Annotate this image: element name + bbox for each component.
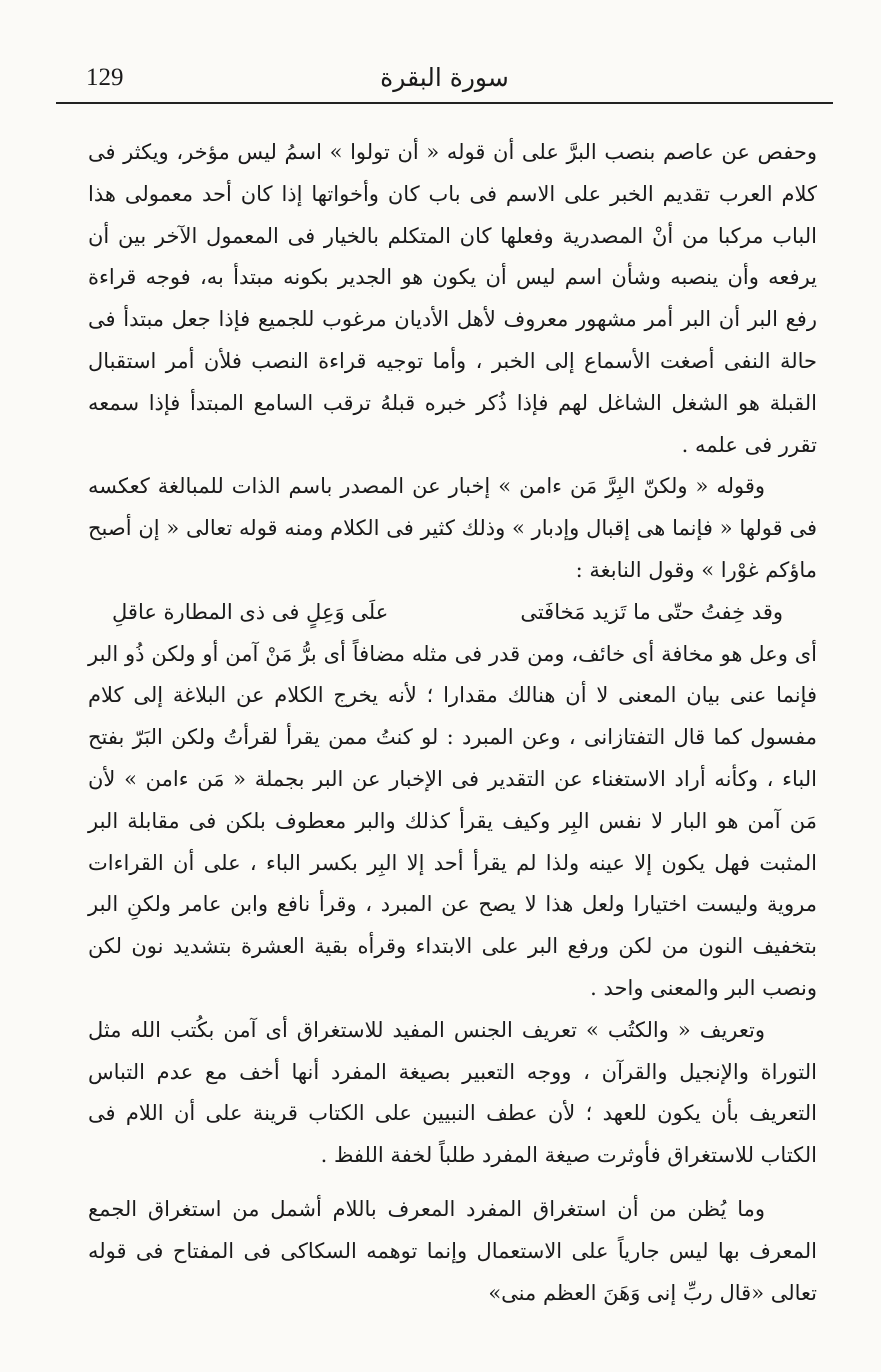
page-title: سورة البقرة xyxy=(380,63,509,92)
paragraph-4: وتعريف « والكتُب » تعريف الجنس المفيد للاستغراق أى آمن بكُتب الله مثل التوراة والإنجيل والقرآن ، ووجه التعبير بصيغة المفرد أنها أخف مع عدم التباس التعريف بأن يكون للعهد ؛ لأن عطف النبيين على الكتاب قرينة على أن اللام فى الكتاب للاستغراق فأوثرت صيغة المفرد طلباً لخفة اللفظ . xyxy=(88,1017,817,1168)
page-header xyxy=(60,58,829,102)
poetry-verse xyxy=(88,592,817,634)
page-body xyxy=(88,132,817,1314)
header-rule xyxy=(56,102,833,104)
paragraph-2: وقوله « ولكنّ البِرَّ مَن ءامن » إخبار عن المصدر باسم الذات للمبالغة كعكسه فى قولها « فإنما هى إقبال وإدبار » وذلك كثير فى الكلام ومنه قوله تعالى « إن أصبح ماؤكم غوْرا » وقول النابغة : xyxy=(88,474,817,582)
paragraph-3: أى وعل هو مخافة أى خائف، ومن قدر فى مثله مضافاً أى برُّ مَنْ آمن أو ولكن ذُو البر فإنما عنى بيان المعنى لا أن هنالك مقدارا ؛ لأنه يخرج الكلام عن البلاغة إلى كلام مفسول كما قال التفتازانى ، وعن المبرد : لو كنتُ ممن يقرأ لقرأتُ ولكن البَرّ بفتح الباء ، وكأنه أراد الاستغناء عن التقدير فى الإخبار عن البر بجملة « مَن ءامن » لأن مَن آمن هو البار لا نفس البِر وكيف يقرأ كذلك والبر معطوف بلكن فى مقابلة البر المثبت فهل يكون إلا عينه ولذا لم يقرأ أحد إلا البِر بكسر الباء ، على أن القراءات مروية وليست اختيارا ولعل هذا لا يصح عن المبرد ، وقرأ نافع وابن عامر ولكنِ البر بتخفيف النون من لكن ورفع البر على الابتداء وقرأه بقية العشرة بتشديد نون لكن ونصب البر والمعنى واحد . xyxy=(88,641,817,1000)
page-number: 129 xyxy=(86,64,124,91)
paragraph-gap xyxy=(88,1177,817,1189)
verse-first-hemistich: وقد خِفتُ حتّى ما تَزيد مَخافَتى xyxy=(520,599,783,624)
paragraph-1: وحفص عن عاصم بنصب البرَّ على أن قوله « أن تولوا » اسمُ ليس مؤخر، ويكثر فى كلام العرب تقديم الخبر على الاسم فى باب كان وأخواتها إذا كان أحد معمولى هذا الباب مركبا من أنْ المصدرية وفعلها كان المتكلم بالخيار فى المعمول الآخر بين أن يرفعه وأن ينصبه وشأن اسم ليس أن يكون هو الجدير بكونه مبتدأ به، فوجه قراءة رفع البر أن البر أمر مشهور معروف لأهل الأديان مرغوب للجميع فإذا جعل مبتدأ فى حالة النفى أصغت الأسماع إلى الخبر ، وأما توجيه قراءة النصب فلأن أمر استقبال القبلة هو الشغل الشاغل لهم فإذا ذُكر خبره قبلهُ ترقب السامع المبتدأ فإذا سمعه تقرر فى علمه . xyxy=(88,140,817,457)
verse-second-hemistich: علَى وَعِلٍ فى ذى المطارة عاقلِ xyxy=(112,599,389,624)
paragraph-5: وما يُظن من أن استغراق المفرد المعرف باللام أشمل من استغراق الجمع المعرف بها ليس جارياً على الاستعمال وإنما توهمه السكاكى فى المفتاح فى قوله تعالى «قال ربِّ إنى وَهَنَ العظم منى» xyxy=(88,1196,817,1305)
